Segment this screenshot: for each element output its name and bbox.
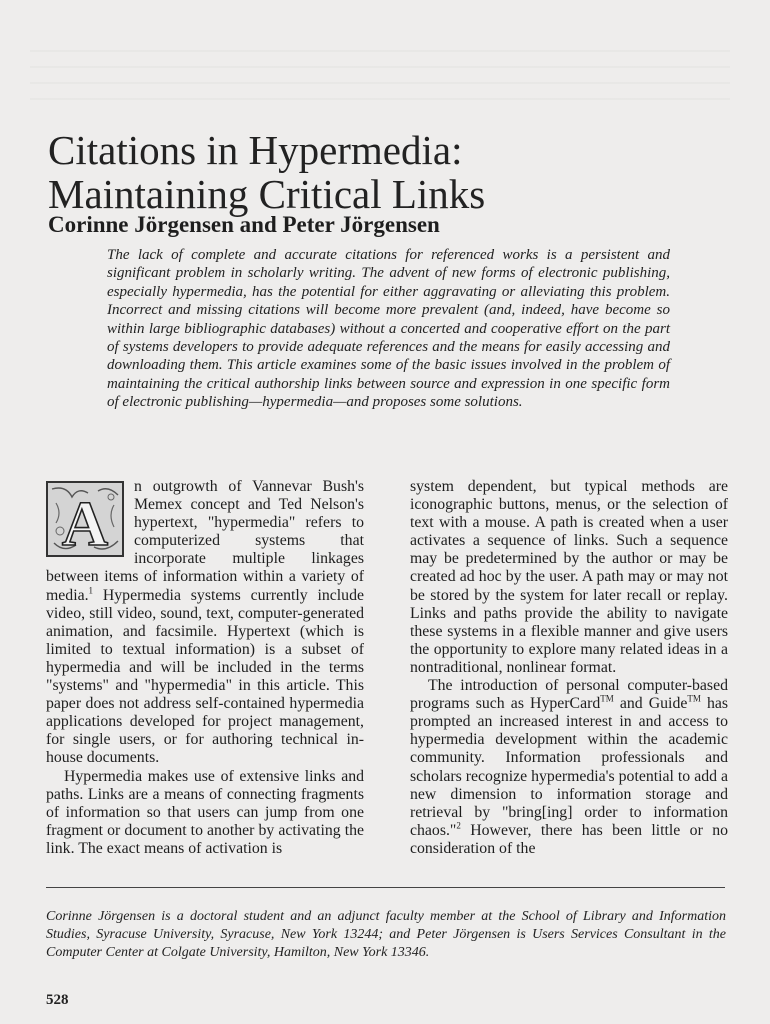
- paragraph-text: and Guide: [613, 695, 688, 713]
- dropcap-graphic: [48, 483, 122, 555]
- paragraph-text: Hypermedia systems currently include video, still video, sound, text, computer-generated animation, and facsimile. Hypertext (which is limited to textual information) is a subset of hypermedia and will be included in the terms "systems" and "hypermedia" in this article. This paper does not address self-contained hypermedia applications developed for project management, for single users, or for authoring technical in-house documents.: [46, 586, 364, 767]
- dropcap-letter: A: [61, 488, 109, 555]
- body-paragraph: Hypermedia makes use of extensive links and paths. Links are a means of connecting fragments of information so that users can jump from one fragment or document to another by activating the link. The exact means of activation is: [46, 767, 364, 857]
- show-through-text: [30, 36, 730, 106]
- paragraph-text: has prompted an increased interest in and access to hypermedia development within the academic community. Information professionals and scholars recognize hypermedia's potential to add a new dimension to information storage and retrieval by "bring[ing] order to information chaos.": [410, 695, 729, 839]
- page-number: 528: [46, 992, 69, 1008]
- paragraph-text: However, there has been little or no consideration of the: [410, 821, 728, 857]
- trademark-mark: TM: [687, 693, 701, 704]
- trademark-mark: TM: [600, 693, 614, 704]
- body-column-left: [46, 478, 364, 858]
- article-authors: Corinne Jörgensen and Peter Jörgensen: [48, 212, 440, 237]
- footnote-ref: 2: [456, 820, 461, 831]
- paragraph-text: n outgrowth of Vannevar Bush's Memex concept and Ted Nelson's hypertext, "hypermedia" refers to computerized systems that incorporate multiple linkages between items of information within a variety of media.: [46, 478, 364, 604]
- footnote-divider: [46, 887, 725, 888]
- body-column-right: [410, 478, 728, 858]
- footnote-ref: 1: [88, 585, 94, 596]
- ornamental-initial-a-icon: [46, 481, 124, 557]
- title-line-1: Citations in Hypermedia:: [48, 127, 463, 173]
- paragraph-text: The introduction of personal computer-based programs such as HyperCard: [410, 677, 728, 713]
- article-abstract: The lack of complete and accurate citations for referenced works is a persistent and significant problem in scholarly writing. The advent of new forms of electronic publishing, especially hypermedia, has the potential for either aggravating or alleviating this problem. Incorrect and missing citations will become more prevalent (and, indeed, have become so within large bibliographic databases) without a concerted and cooperative effort on the part of systems developers to provide adequate references and the means for easily accessing and downloading them. This article examines some of the basic issues involved in the problem of maintaining the critical authorship links between source and expression in one specific form of electronic publishing—hypermedia—and proposes some solutions.: [107, 247, 670, 411]
- body-paragraph: [410, 677, 728, 858]
- author-footnote: Corinne Jörgensen is a doctoral student and an adjunct faculty member at the School of Library and Information Studies, Syracuse University, Syracuse, New York 13244; and Peter Jörgensen is Users Services Consultant in the Computer Center at Colgate University, Hamilton, New York 13346.: [46, 909, 726, 960]
- title-line-2: Maintaining Critical Links: [48, 171, 486, 217]
- body-paragraph: system dependent, but typical methods are iconographic buttons, menus, or the selection of text with a mouse. A path is created when a user activates a sequence of links. Such a sequence may be predetermined by the author or may be created ad hoc by the user. A path may or may not be stored by the system for later recall or replay. Links and paths provide the ability to navigate these systems in a flexible manner and give users the opportunity to explore many related ideas in a nontraditional, nonlinear format.: [410, 478, 728, 676]
- article-title: [48, 128, 728, 216]
